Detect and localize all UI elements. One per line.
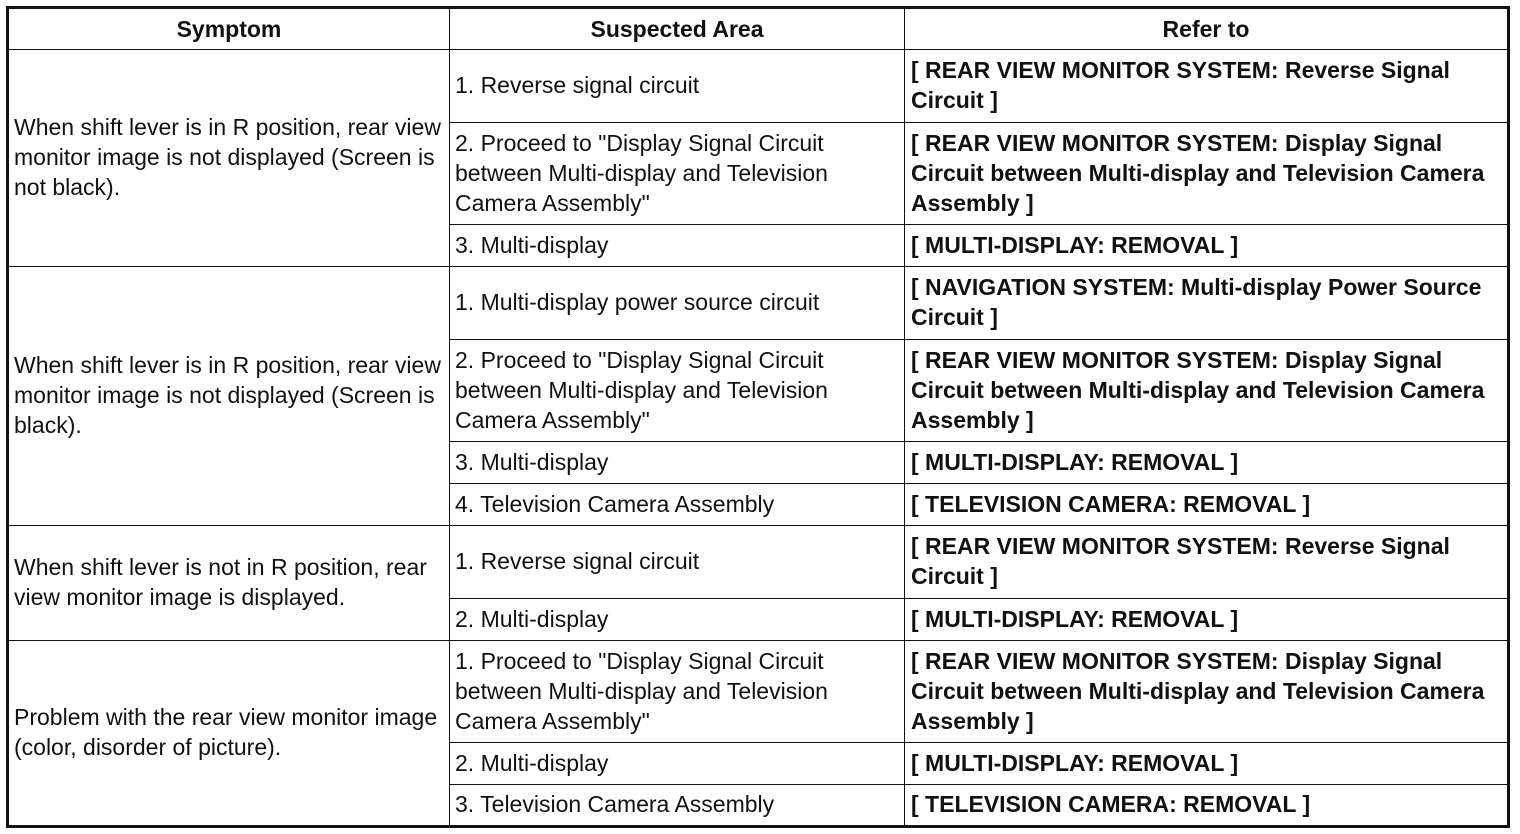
refer-to-link[interactable]: [ REAR VIEW MONITOR SYSTEM: Reverse Signal Circuit ] <box>905 526 1509 599</box>
refer-to-link[interactable]: [ TELEVISION CAMERA: REMOVAL ] <box>905 484 1509 526</box>
header-suspected-area: Suspected Area <box>450 8 905 50</box>
refer-to-link[interactable]: [ MULTI-DISPLAY: REMOVAL ] <box>905 442 1509 484</box>
suspected-area-cell: 1. Reverse signal circuit <box>450 526 905 599</box>
refer-to-link[interactable]: [ REAR VIEW MONITOR SYSTEM: Display Signal Circuit between Multi-display and Television Camera Assembly ] <box>905 123 1509 225</box>
suspected-area-cell: 1. Reverse signal circuit <box>450 50 905 123</box>
table-header <box>8 8 1509 50</box>
refer-to-link[interactable]: [ MULTI-DISPLAY: REMOVAL ] <box>905 599 1509 641</box>
header-refer-to: Refer to <box>905 8 1509 50</box>
refer-to-link[interactable]: [ REAR VIEW MONITOR SYSTEM: Display Signal Circuit between Multi-display and Television Camera Assembly ] <box>905 340 1509 442</box>
symptom-cell: When shift lever is in R position, rear view monitor image is not displayed (Screen is not black). <box>8 50 450 267</box>
suspected-area-cell: 3. Multi-display <box>450 225 905 267</box>
suspected-area-cell: 3. Television Camera Assembly <box>450 785 905 827</box>
table-row <box>8 267 1509 340</box>
suspected-area-cell: 1. Proceed to "Display Signal Circuit between Multi-display and Television Camera Assembly" <box>450 641 905 743</box>
refer-to-link[interactable]: [ MULTI-DISPLAY: REMOVAL ] <box>905 743 1509 785</box>
table-row <box>8 641 1509 743</box>
suspected-area-cell: 2. Multi-display <box>450 599 905 641</box>
table-row <box>8 50 1509 123</box>
suspected-area-cell: 4. Television Camera Assembly <box>450 484 905 526</box>
troubleshooting-table <box>6 6 1510 828</box>
header-row <box>8 8 1509 50</box>
refer-to-link[interactable]: [ REAR VIEW MONITOR SYSTEM: Display Signal Circuit between Multi-display and Television Camera Assembly ] <box>905 641 1509 743</box>
symptom-cell: Problem with the rear view monitor image (color, disorder of picture). <box>8 641 450 827</box>
suspected-area-cell: 2. Proceed to "Display Signal Circuit between Multi-display and Television Camera Assembly" <box>450 123 905 225</box>
symptom-cell: When shift lever is in R position, rear view monitor image is not displayed (Screen is black). <box>8 267 450 526</box>
refer-to-link[interactable]: [ REAR VIEW MONITOR SYSTEM: Reverse Signal Circuit ] <box>905 50 1509 123</box>
troubleshooting-table-container <box>6 6 1507 828</box>
symptom-cell: When shift lever is not in R position, rear view monitor image is displayed. <box>8 526 450 641</box>
refer-to-link[interactable]: [ NAVIGATION SYSTEM: Multi-display Power Source Circuit ] <box>905 267 1509 340</box>
refer-to-link[interactable]: [ MULTI-DISPLAY: REMOVAL ] <box>905 225 1509 267</box>
table-row <box>8 526 1509 599</box>
suspected-area-cell: 2. Multi-display <box>450 743 905 785</box>
suspected-area-cell: 1. Multi-display power source circuit <box>450 267 905 340</box>
suspected-area-cell: 3. Multi-display <box>450 442 905 484</box>
suspected-area-cell: 2. Proceed to "Display Signal Circuit between Multi-display and Television Camera Assembly" <box>450 340 905 442</box>
table-body <box>8 50 1509 827</box>
header-symptom: Symptom <box>8 8 450 50</box>
refer-to-link[interactable]: [ TELEVISION CAMERA: REMOVAL ] <box>905 785 1509 827</box>
